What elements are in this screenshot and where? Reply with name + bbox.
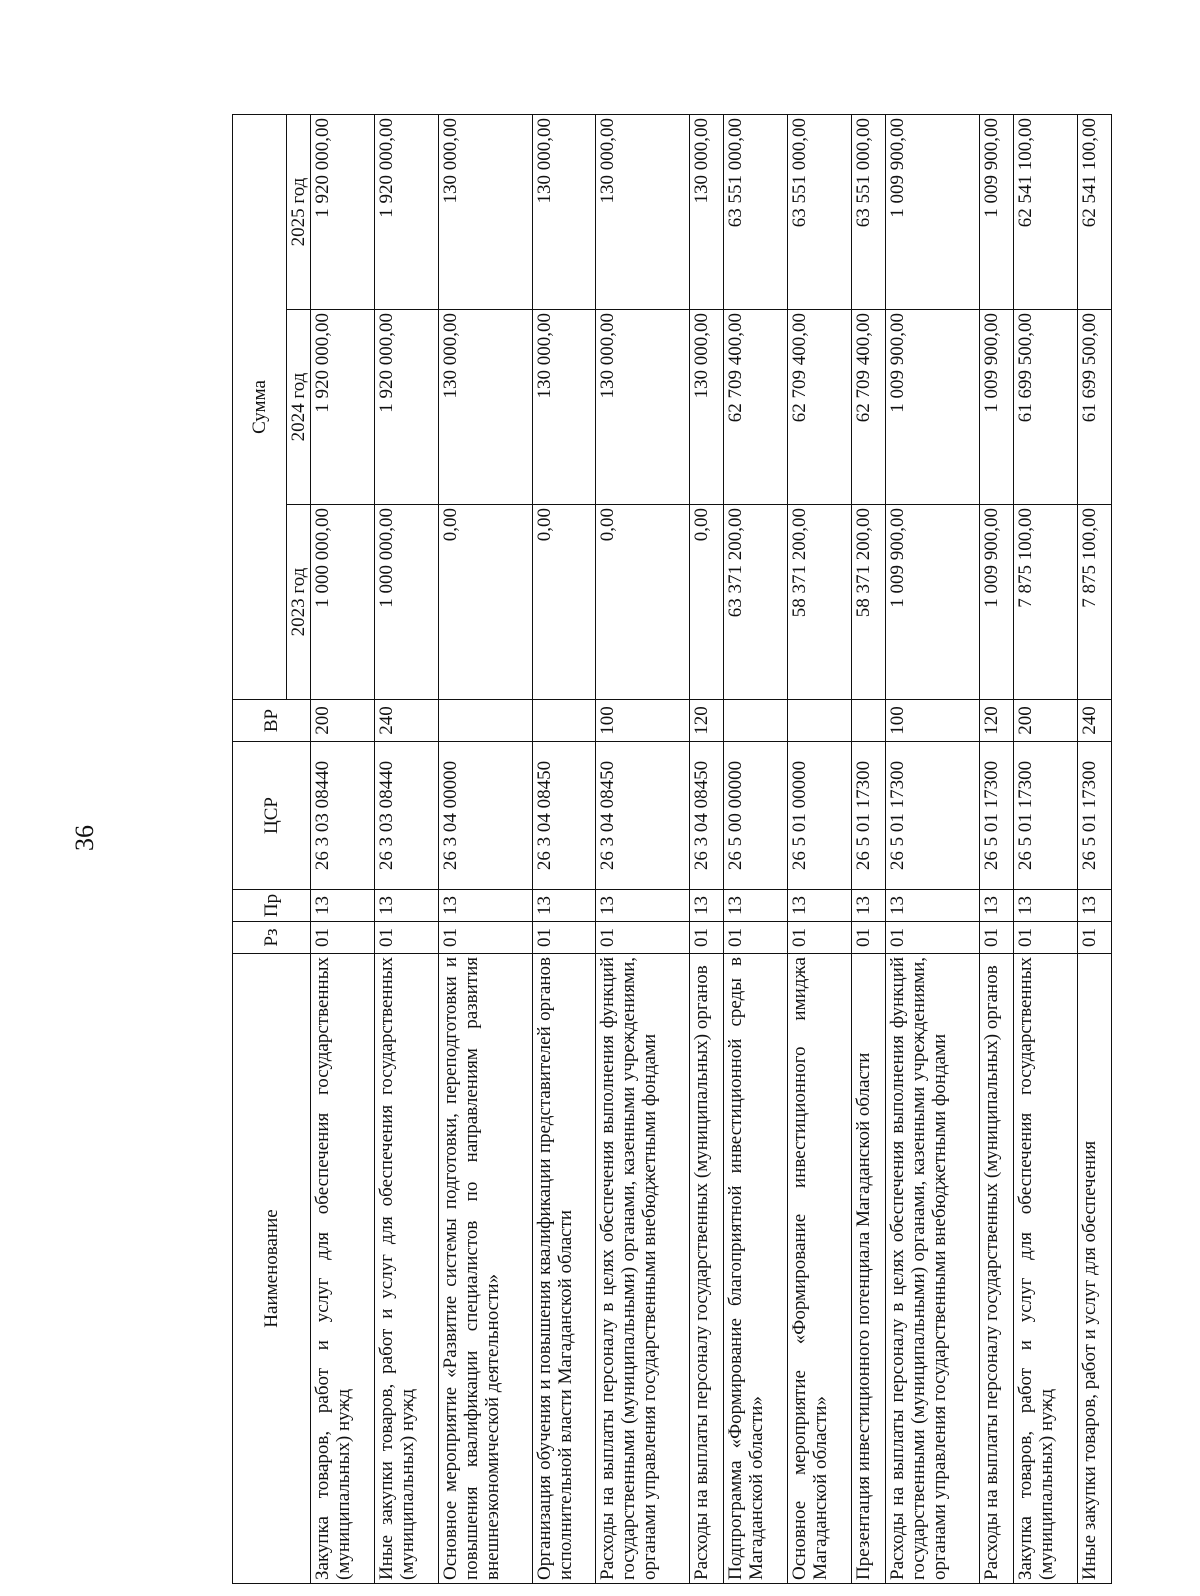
row-vr: 240 bbox=[374, 700, 438, 742]
row-amount-2025: 62 541 100,00 bbox=[1077, 114, 1111, 309]
row-amount-2023: 7 875 100,00 bbox=[1077, 505, 1111, 700]
budget-table bbox=[232, 114, 1112, 1584]
row-csr: 26 5 01 17300 bbox=[979, 742, 1013, 890]
row-vr: 100 bbox=[596, 700, 690, 742]
row-csr: 26 5 01 17300 bbox=[852, 742, 886, 890]
header-year-2023: 2023 год bbox=[287, 505, 311, 700]
row-name: Расходы на выплаты персоналу государственных (муниципальных) органов bbox=[690, 954, 724, 1584]
table-row bbox=[374, 114, 438, 1583]
row-amount-2024: 1 009 900,00 bbox=[886, 310, 980, 505]
row-amount-2024: 62 709 400,00 bbox=[724, 310, 788, 505]
row-name: Расходы на выплаты персоналу государственных (муниципальных) органов bbox=[979, 954, 1013, 1584]
row-pr: 13 bbox=[596, 890, 690, 922]
row-amount-2025: 1 009 900,00 bbox=[979, 114, 1013, 309]
row-amount-2025: 130 000,00 bbox=[690, 114, 724, 309]
row-amount-2023: 1 000 000,00 bbox=[311, 505, 375, 700]
row-amount-2024: 130 000,00 bbox=[532, 310, 596, 505]
row-pr: 13 bbox=[438, 890, 532, 922]
table-row bbox=[596, 114, 690, 1583]
row-name: Основное мероприятие «Формирование инвестиционного имиджа Магаданской области» bbox=[788, 954, 852, 1584]
table-row bbox=[438, 114, 532, 1583]
row-amount-2025: 1 920 000,00 bbox=[374, 114, 438, 309]
row-rz: 01 bbox=[979, 922, 1013, 954]
row-csr: 26 5 01 17300 bbox=[1013, 742, 1077, 890]
row-rz: 01 bbox=[690, 922, 724, 954]
row-amount-2023: 1 009 900,00 bbox=[886, 505, 980, 700]
row-vr bbox=[724, 700, 788, 742]
row-amount-2023: 58 371 200,00 bbox=[788, 505, 852, 700]
row-name: Организация обучения и повышения квалификации представителей органов исполнительной власти Магаданской области bbox=[532, 954, 596, 1584]
table-row bbox=[788, 114, 852, 1583]
row-pr: 13 bbox=[788, 890, 852, 922]
row-vr: 200 bbox=[311, 700, 375, 742]
row-amount-2025: 62 541 100,00 bbox=[1013, 114, 1077, 309]
table-row bbox=[886, 114, 980, 1583]
row-rz: 01 bbox=[724, 922, 788, 954]
table-row bbox=[852, 114, 886, 1583]
row-amount-2025: 1 009 900,00 bbox=[886, 114, 980, 309]
row-pr: 13 bbox=[1077, 890, 1111, 922]
header-name: Наименование bbox=[233, 954, 311, 1584]
table-header bbox=[233, 114, 311, 1583]
row-amount-2023: 58 371 200,00 bbox=[852, 505, 886, 700]
row-amount-2024: 1 920 000,00 bbox=[311, 310, 375, 505]
table-row bbox=[1013, 114, 1077, 1583]
row-rz: 01 bbox=[1077, 922, 1111, 954]
table-row bbox=[1077, 114, 1111, 1583]
row-vr: 100 bbox=[886, 700, 980, 742]
row-rz: 01 bbox=[788, 922, 852, 954]
header-year-2025: 2025 год bbox=[287, 114, 311, 309]
row-csr: 26 5 00 00000 bbox=[724, 742, 788, 890]
row-csr: 26 3 04 00000 bbox=[438, 742, 532, 890]
row-amount-2024: 62 709 400,00 bbox=[852, 310, 886, 505]
row-vr: 120 bbox=[979, 700, 1013, 742]
row-amount-2024: 130 000,00 bbox=[438, 310, 532, 505]
row-vr: 240 bbox=[1077, 700, 1111, 742]
header-sum: Сумма bbox=[233, 114, 287, 699]
row-amount-2023: 0,00 bbox=[532, 505, 596, 700]
row-csr: 26 3 03 08440 bbox=[311, 742, 375, 890]
table-row bbox=[724, 114, 788, 1583]
row-name: Закупка товаров, работ и услуг для обеспечения государственных (муниципальных) нужд bbox=[1013, 954, 1077, 1584]
row-rz: 01 bbox=[886, 922, 980, 954]
row-amount-2025: 63 551 000,00 bbox=[788, 114, 852, 309]
row-amount-2025: 130 000,00 bbox=[532, 114, 596, 309]
row-pr: 13 bbox=[1013, 890, 1077, 922]
row-pr: 13 bbox=[690, 890, 724, 922]
row-amount-2024: 130 000,00 bbox=[596, 310, 690, 505]
table-row bbox=[690, 114, 724, 1583]
row-name: Иные закупки товаров, работ и услуг для обеспечения bbox=[1077, 954, 1111, 1584]
row-rz: 01 bbox=[374, 922, 438, 954]
row-amount-2023: 63 371 200,00 bbox=[724, 505, 788, 700]
row-name: Презентация инвестиционного потенциала Магаданской области bbox=[852, 954, 886, 1584]
row-amount-2025: 63 551 000,00 bbox=[852, 114, 886, 309]
row-amount-2025: 1 920 000,00 bbox=[311, 114, 375, 309]
row-pr: 13 bbox=[852, 890, 886, 922]
row-rz: 01 bbox=[1013, 922, 1077, 954]
row-vr bbox=[788, 700, 852, 742]
header-rz: Рз bbox=[233, 922, 311, 954]
row-amount-2024: 61 699 500,00 bbox=[1013, 310, 1077, 505]
row-pr: 13 bbox=[886, 890, 980, 922]
row-csr: 26 5 01 00000 bbox=[788, 742, 852, 890]
row-csr: 26 3 03 08440 bbox=[374, 742, 438, 890]
row-rz: 01 bbox=[596, 922, 690, 954]
row-csr: 26 3 04 08450 bbox=[532, 742, 596, 890]
row-pr: 13 bbox=[311, 890, 375, 922]
row-vr bbox=[852, 700, 886, 742]
row-vr: 200 bbox=[1013, 700, 1077, 742]
row-csr: 26 3 04 08450 bbox=[690, 742, 724, 890]
row-amount-2023: 1 009 900,00 bbox=[979, 505, 1013, 700]
row-pr: 13 bbox=[374, 890, 438, 922]
row-csr: 26 5 01 17300 bbox=[1077, 742, 1111, 890]
row-amount-2025: 130 000,00 bbox=[438, 114, 532, 309]
rotated-table-container bbox=[232, 116, 1112, 1584]
row-amount-2025: 63 551 000,00 bbox=[724, 114, 788, 309]
row-csr: 26 3 04 08450 bbox=[596, 742, 690, 890]
row-amount-2023: 0,00 bbox=[438, 505, 532, 700]
page-number: 36 bbox=[70, 825, 99, 851]
table-row bbox=[532, 114, 596, 1583]
header-vr: ВР bbox=[233, 700, 311, 742]
row-rz: 01 bbox=[532, 922, 596, 954]
row-amount-2024: 62 709 400,00 bbox=[788, 310, 852, 505]
header-pr: Пр bbox=[233, 890, 311, 922]
row-csr: 26 5 01 17300 bbox=[886, 742, 980, 890]
row-amount-2023: 0,00 bbox=[690, 505, 724, 700]
row-amount-2023: 0,00 bbox=[596, 505, 690, 700]
row-amount-2024: 61 699 500,00 bbox=[1077, 310, 1111, 505]
row-name: Подпрограмма «Формирование благоприятной инвестиционной среды в Магаданской области» bbox=[724, 954, 788, 1584]
row-amount-2024: 1 009 900,00 bbox=[979, 310, 1013, 505]
row-name: Иные закупки товаров, работ и услуг для обеспечения государственных (муниципальных) нужд bbox=[374, 954, 438, 1584]
row-name: Расходы на выплаты персоналу в целях обеспечения выполнения функций государственными (муниципальными) органами, казенными учреждениями, органами управления государственными внебюджетными фондами bbox=[886, 954, 980, 1584]
table-body bbox=[311, 114, 1112, 1583]
row-vr bbox=[532, 700, 596, 742]
row-vr: 120 bbox=[690, 700, 724, 742]
row-vr bbox=[438, 700, 532, 742]
row-rz: 01 bbox=[438, 922, 532, 954]
row-pr: 13 bbox=[979, 890, 1013, 922]
row-amount-2024: 130 000,00 bbox=[690, 310, 724, 505]
row-pr: 13 bbox=[724, 890, 788, 922]
row-amount-2023: 7 875 100,00 bbox=[1013, 505, 1077, 700]
row-pr: 13 bbox=[532, 890, 596, 922]
row-amount-2023: 1 000 000,00 bbox=[374, 505, 438, 700]
row-name: Расходы на выплаты персоналу в целях обеспечения выполнения функций государственными (муниципальными) органами, казенными учреждениями, органами управления государственными внебюджетными фондами bbox=[596, 954, 690, 1584]
row-rz: 01 bbox=[852, 922, 886, 954]
row-amount-2025: 130 000,00 bbox=[596, 114, 690, 309]
row-rz: 01 bbox=[311, 922, 375, 954]
table-row bbox=[311, 114, 375, 1583]
header-csr: ЦСР bbox=[233, 742, 311, 890]
row-name: Основное мероприятие «Развитие системы подготовки, переподготовки и повышения квалификации специалистов по направлениям развития внешнеэкономической деятельности» bbox=[438, 954, 532, 1584]
row-amount-2024: 1 920 000,00 bbox=[374, 310, 438, 505]
header-year-2024: 2024 год bbox=[287, 310, 311, 505]
row-name: Закупка товаров, работ и услуг для обеспечения государственных (муниципальных) нужд bbox=[311, 954, 375, 1584]
table-row bbox=[979, 114, 1013, 1583]
